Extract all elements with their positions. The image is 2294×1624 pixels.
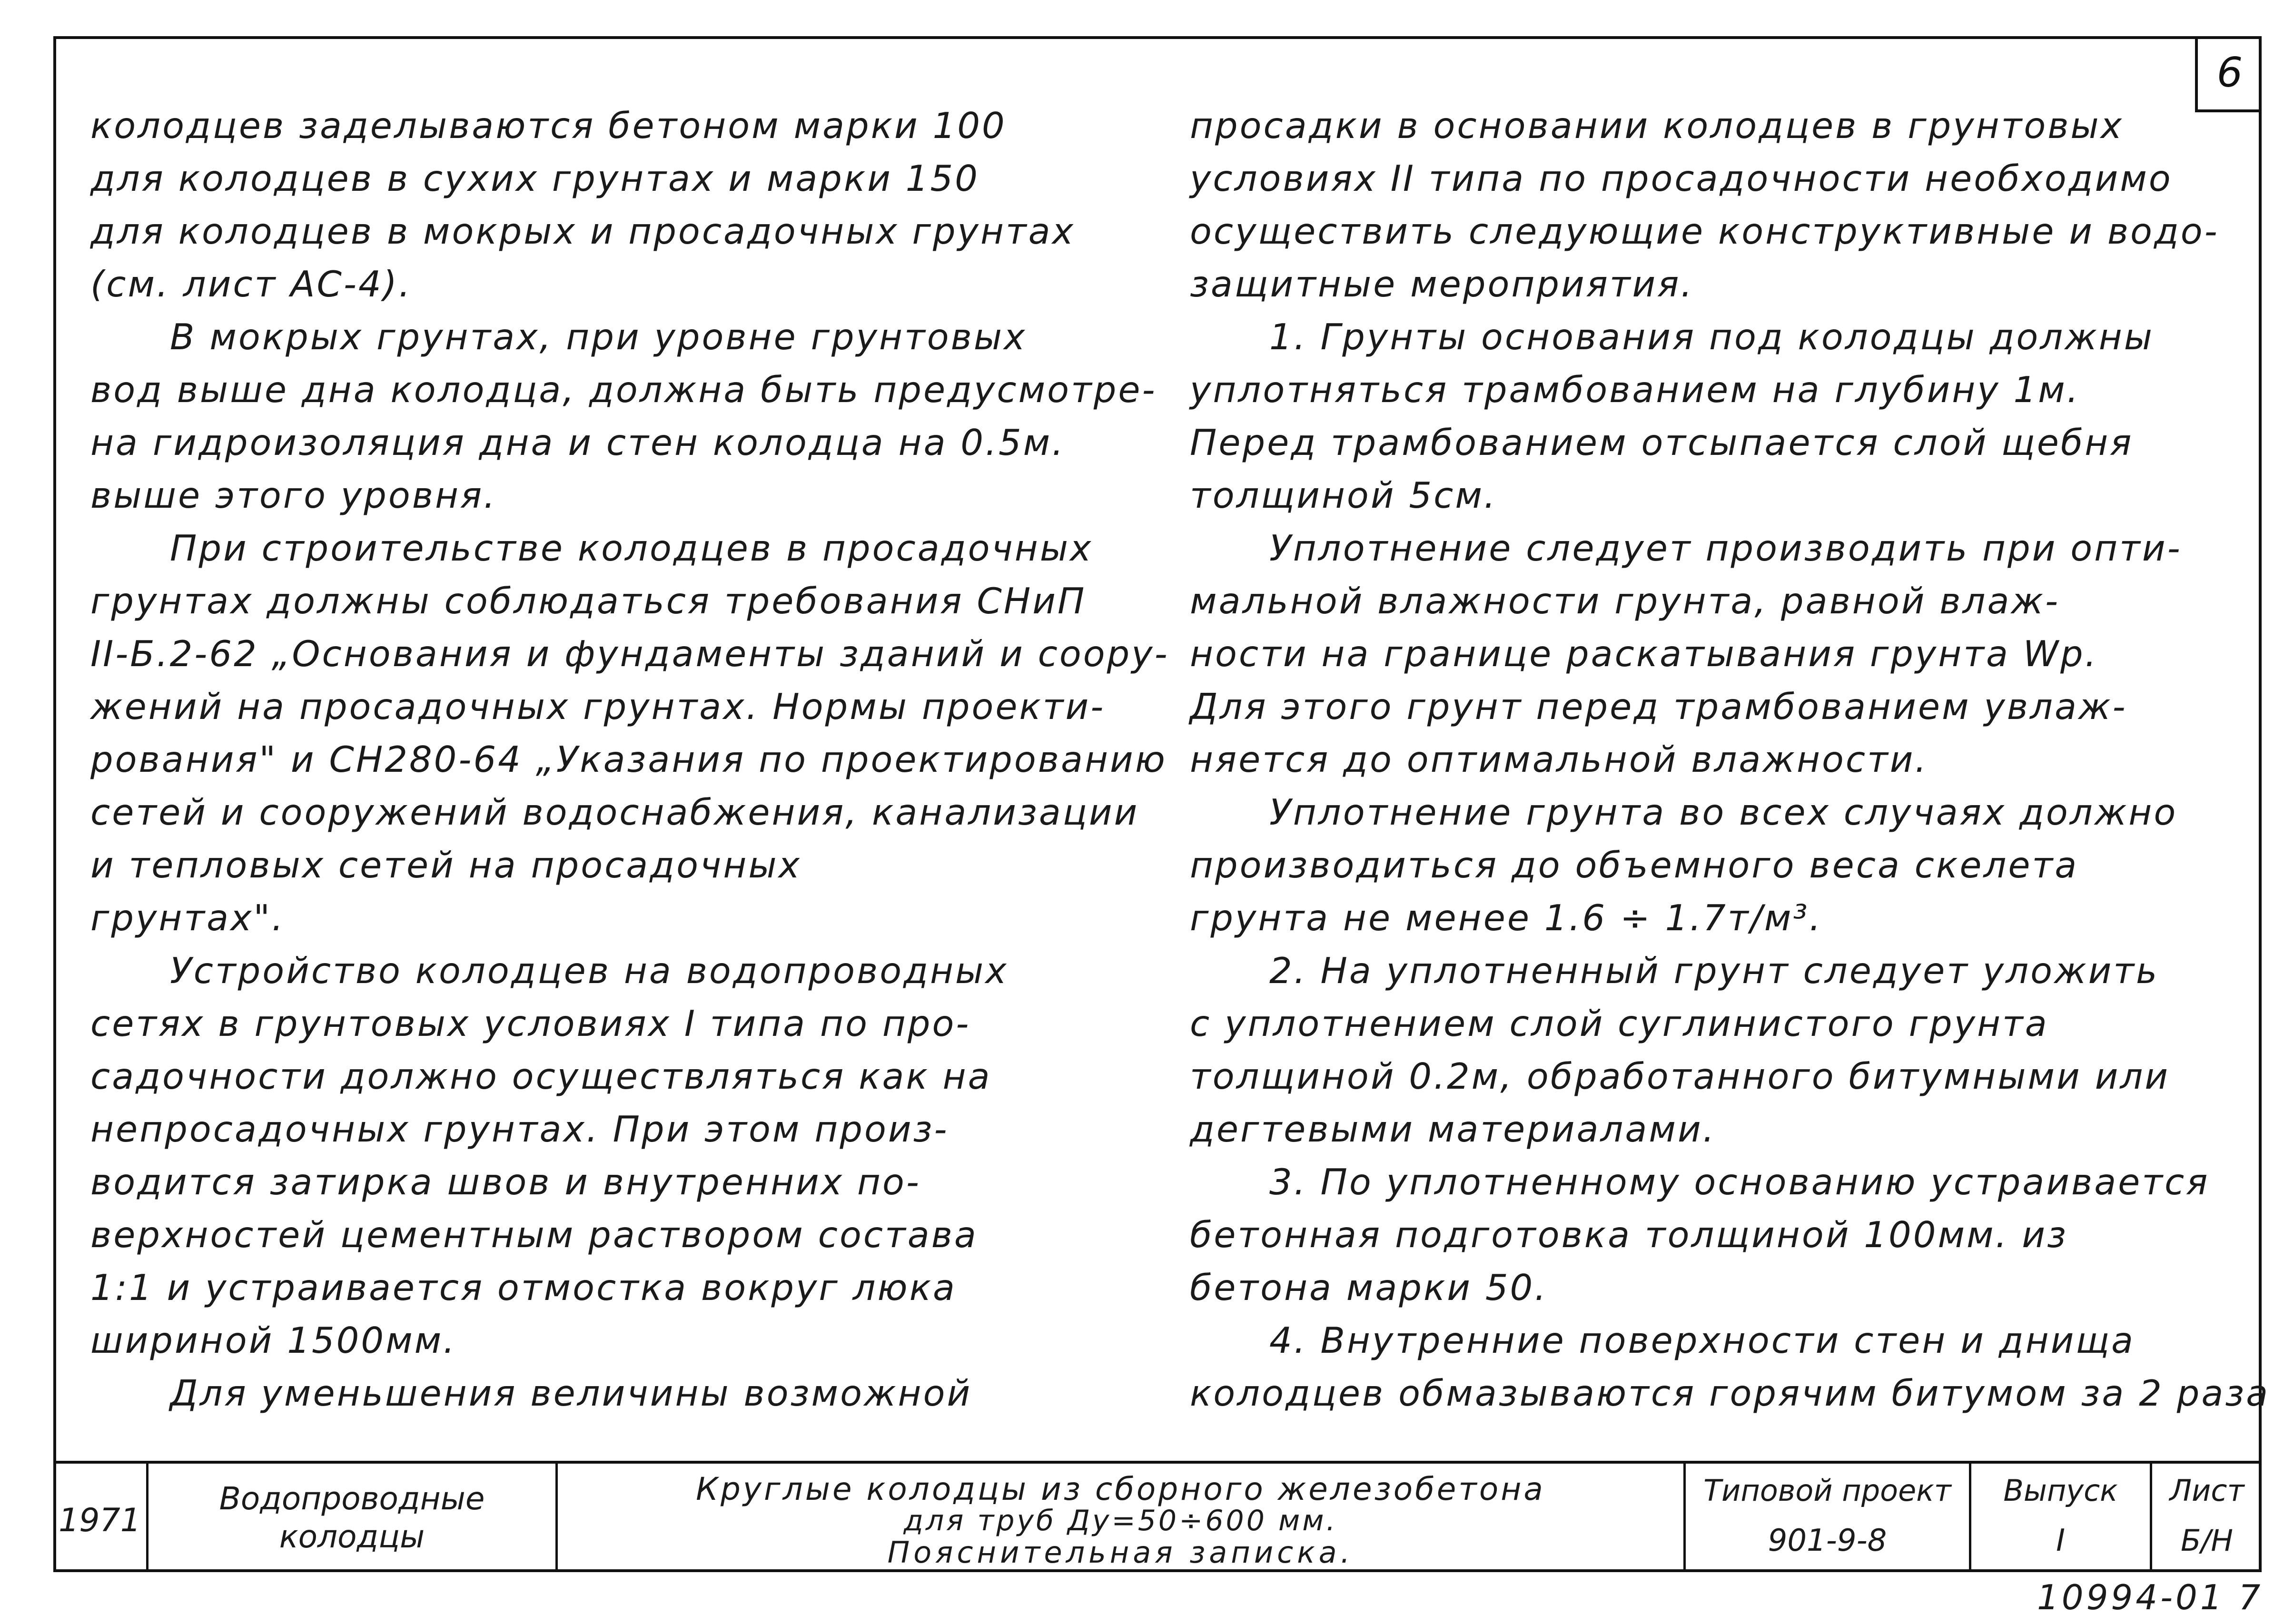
- text-line: просадки в основании колодцев в грунтовых: [1190, 105, 2124, 147]
- text-line: При строительстве колодцев в просадочных: [90, 527, 1093, 569]
- project-label: Типовой проект: [1703, 1473, 1951, 1508]
- text-line: 1. Грунты основания под колодцы должны: [1190, 316, 2155, 358]
- text-line: садочности должно осуществляться как на: [90, 1055, 992, 1097]
- text-line: водится затирка швов и внутренних по-: [90, 1161, 921, 1203]
- subject-line-2: колодцы: [279, 1518, 425, 1555]
- title-block-year-cell: [53, 1464, 148, 1572]
- text-line: 4. Внутренние поверхности стен и днища: [1190, 1319, 2135, 1361]
- text-line: 3. По уплотненному основанию устраивается: [1190, 1161, 2210, 1203]
- text-line: ности на границе раскатывания грунта Wp.: [1190, 633, 2098, 675]
- text-line: с уплотнением слой суглинистого грунта: [1190, 1003, 2049, 1044]
- text-line: Устройство колодцев на водопроводных: [90, 950, 1009, 992]
- text-line: грунтах должны соблюдаться требования СНиП: [90, 580, 1087, 622]
- text-line: Для уменьшения величины возможной: [90, 1372, 972, 1414]
- text-line: жений на просадочных грунтах. Нормы проекти-: [90, 686, 1106, 728]
- text-line: непросадочных грунтах. При этом произ-: [90, 1108, 949, 1150]
- text-line: Перед трамбованием отсыпается слой щебня: [1190, 422, 2134, 463]
- sheet-number-corner: [2195, 36, 2262, 112]
- text-line: колодцев заделываются бетоном марки 100: [90, 105, 1007, 147]
- text-line: дегтевыми материалами.: [1190, 1108, 1716, 1150]
- title-block: [53, 1461, 2262, 1572]
- sheet-label: Лист: [2169, 1473, 2245, 1508]
- project-value: 901-9-8: [1768, 1523, 1887, 1558]
- text-line: уплотняться трамбованием на глубину 1м.: [1190, 369, 2080, 411]
- text-line: колодцев обмазываются горячим битумом за 2 раза: [1190, 1372, 2270, 1414]
- text-line: и тепловых сетей на просадочных: [90, 844, 801, 886]
- text-line: бетона марки 50.: [1190, 1267, 1548, 1309]
- title-block-sheet-cell: [2152, 1464, 2262, 1572]
- issue-label: Выпуск: [2003, 1473, 2118, 1508]
- text-line: грунта не менее 1.6 ÷ 1.7т/м³.: [1190, 897, 1823, 939]
- text-line: верхностей цементным раствором состава: [90, 1214, 978, 1256]
- archive-code: 10994-01 7: [2037, 1577, 2264, 1617]
- text-line: выше этого уровня.: [90, 474, 497, 516]
- title-block-issue-cell: [1971, 1464, 2152, 1572]
- text-line: для колодцев в мокрых и просадочных грунтах: [90, 210, 1076, 252]
- text-line: мальной влажности грунта, равной влаж-: [1190, 580, 2060, 622]
- text-line: для колодцев в сухих грунтах и марки 150: [90, 157, 979, 199]
- sheet-value: Б/Н: [2180, 1523, 2234, 1558]
- text-line: Уплотнение следует производить при опти-: [1190, 527, 2182, 569]
- text-line: няется до оптимальной влажности.: [1190, 738, 1928, 780]
- text-line: 1:1 и устраивается отмостка вокруг люка: [90, 1267, 957, 1309]
- text-line: осуществить следующие конструктивные и водо-: [1190, 210, 2219, 252]
- text-line: на гидроизоляция дна и стен колодца на 0.5м.: [90, 422, 1066, 463]
- text-line: бетонная подготовка толщиной 100мм. из: [1190, 1214, 2068, 1256]
- sheet-number: 6: [2216, 49, 2243, 97]
- text-line: толщиной 0.2м, обработанного битумными или: [1190, 1055, 2170, 1097]
- text-line: 2. На уплотненный грунт следует уложить: [1190, 950, 2159, 992]
- text-line: В мокрых грунтах, при уровне грунтовых: [90, 316, 1027, 358]
- text-line: II-Б.2-62 „Основания и фундаменты зданий и соору-: [90, 633, 1169, 675]
- text-line: рования" и СН280-64 „Указания по проектированию: [90, 738, 1167, 780]
- title-block-project-cell: [1686, 1464, 1971, 1572]
- title-block-subject-cell: [148, 1464, 558, 1572]
- text-line: грунтах".: [90, 897, 285, 939]
- text-line: Для этого грунт перед трамбованием увлаж-: [1190, 686, 2127, 728]
- text-line: сетях в грунтовых условиях I типа по про-: [90, 1003, 971, 1044]
- title-line-3: Пояснительная записка.: [887, 1535, 1354, 1570]
- text-line: защитные мероприятия.: [1190, 263, 1694, 305]
- text-line: условиях II типа по просадочности необходимо: [1190, 157, 2173, 199]
- issue-value: I: [2056, 1523, 2065, 1558]
- title-block-title-cell: [558, 1464, 1686, 1572]
- text-line: Уплотнение грунта во всех случаях должно: [1190, 791, 2178, 833]
- title-line-2: для труб Ду=50÷600 мм.: [903, 1504, 1338, 1537]
- year: 1971: [58, 1502, 141, 1539]
- text-line: сетей и сооружений водоснабжения, канализации: [90, 791, 1139, 833]
- text-line: толщиной 5см.: [1190, 474, 1497, 516]
- text-line: шириной 1500мм.: [90, 1319, 457, 1361]
- text-line: вод выше дна колодца, должна быть предусмотре-: [90, 369, 1157, 411]
- title-line-1: Круглые колодцы из сборного железобетона: [696, 1471, 1545, 1507]
- subject-line-1: Водопроводные: [219, 1480, 485, 1517]
- text-line: (см. лист АС-4).: [90, 263, 412, 305]
- text-line: производиться до объемного веса скелета: [1190, 844, 2079, 886]
